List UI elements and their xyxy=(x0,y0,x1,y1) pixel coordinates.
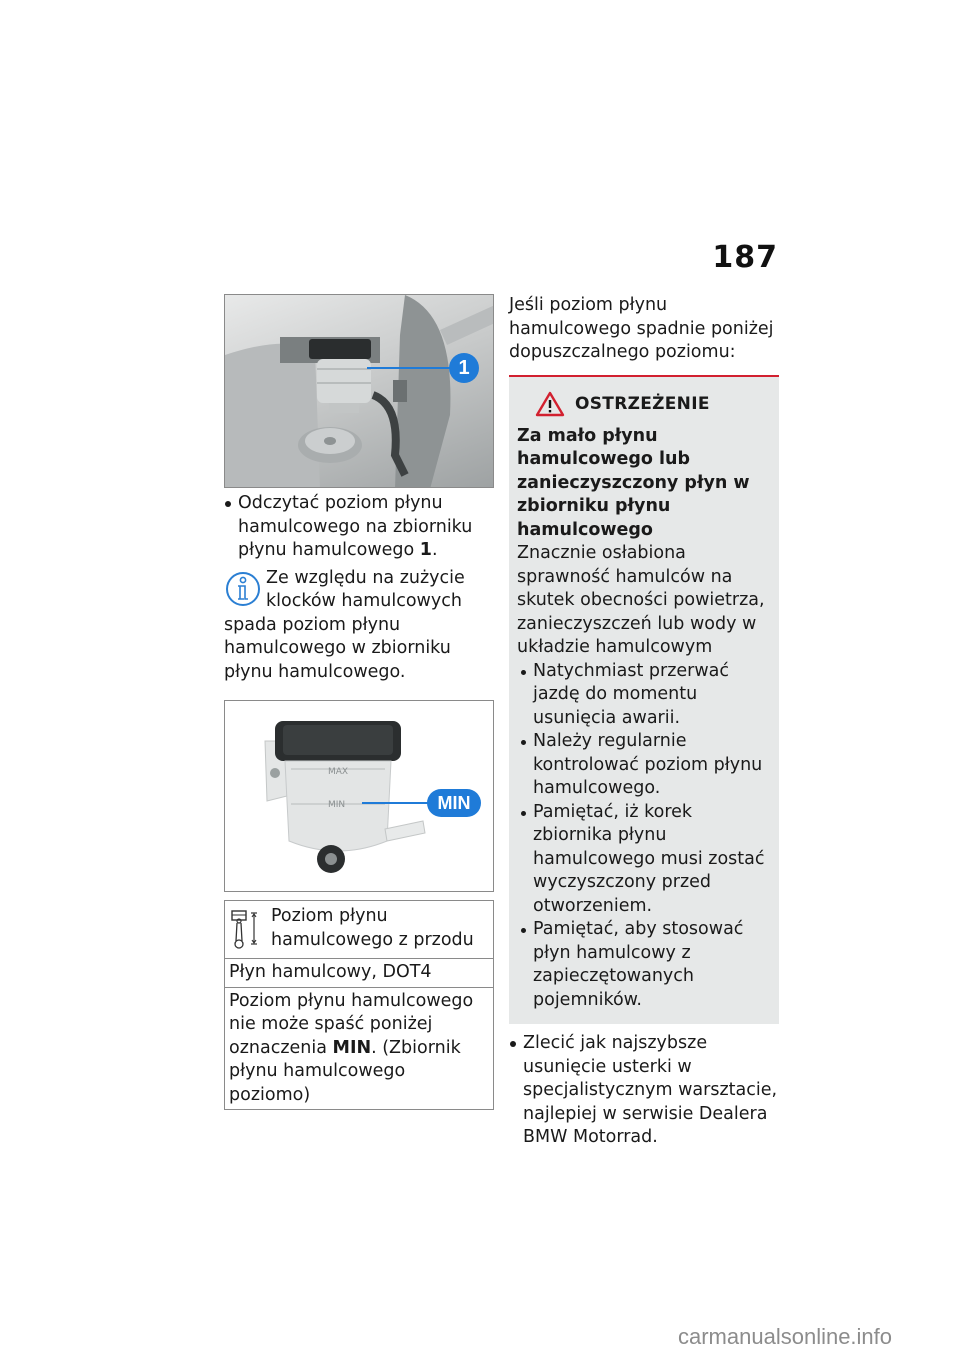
info-icon xyxy=(224,569,262,609)
piston-measure-icon xyxy=(229,907,261,951)
spec-table-header xyxy=(225,901,493,958)
right-column xyxy=(509,294,779,1150)
callout-min: MIN xyxy=(427,789,481,817)
reservoir-min-mark-photo xyxy=(224,700,494,892)
info-note xyxy=(224,567,494,685)
warning-bullet: Natychmiast przerwać jazdę do momentu usunięcia awarii. xyxy=(517,660,771,731)
info-note-text: Ze względu na zużycie klocków hamulcowych spada poziom płynu hamulcowego w zbiorniku płynu hamulcowego. xyxy=(224,567,465,682)
step-contact-dealer: Zlecić jak najszybsze usunięcie usterki w specjalistycznym warsztacie, najlepiej w serwisie Dealera BMW Motorrad. xyxy=(509,1032,779,1150)
spec-table xyxy=(224,900,494,1110)
intro-text: Jeśli poziom płynu hamulcowego spadnie poniżej dopuszczalnego poziomu: xyxy=(509,295,774,362)
bullet-dot xyxy=(225,501,231,507)
reservoir-photo-illustration xyxy=(225,295,494,488)
reference-1: 1 xyxy=(419,540,432,560)
brake-reservoir-photo xyxy=(224,294,494,488)
warning-body: Znacznie osłabiona sprawność hamulców na skutek obecności powietrza, zanieczyszczeń lub wody w układzie hamulcowym xyxy=(517,543,765,657)
warning-bullet: Pamiętać, iż korek zbiornika płynu hamulcowego musi zostać wyczyszczony przed otworzeniem. xyxy=(517,801,771,919)
step-read-level: Odczytać poziom płynu hamulcowego na zbiorniku płynu hamulcowego 1. xyxy=(224,492,494,563)
warning-box xyxy=(509,375,779,1025)
min-mark: MIN xyxy=(328,800,346,810)
warning-triangle-icon xyxy=(535,391,565,417)
bullet-dot xyxy=(510,1041,516,1047)
warning-title: OSTRZEŻENIE xyxy=(575,393,710,414)
callout-1: 1 xyxy=(449,353,479,383)
watermark-link[interactable]: carmanualsonline.info xyxy=(678,1324,893,1349)
warning-bullet: Należy regularnie kontrolować poziom płynu hamulcowego. xyxy=(517,730,771,801)
spec-fluid-type: Płyn hamulcowy, DOT4 xyxy=(225,958,493,987)
min-leader-line xyxy=(362,802,432,804)
max-mark: MAX xyxy=(328,767,349,777)
page-number: 187 xyxy=(712,240,778,275)
spec-table-title: Poziom płynu hamulcowego z przodu xyxy=(271,906,474,950)
warning-heading: Za mało płynu hamulcowego lub zanieczyszczony płyn w zbiorniku płynu hamulcowego xyxy=(517,425,750,540)
warning-title-row xyxy=(535,391,771,417)
warning-bullet: Pamiętać, aby stosować płyn hamulcowy z zapieczętowanych pojemników. xyxy=(517,918,771,1012)
callout-leader-line xyxy=(367,367,452,369)
left-column xyxy=(224,294,494,1110)
spec-level-requirement: Poziom płynu hamulcowego nie może spaść poniżej oznaczenia MIN. (Zbiornik płynu hamulcowego poziomo) xyxy=(225,987,493,1110)
